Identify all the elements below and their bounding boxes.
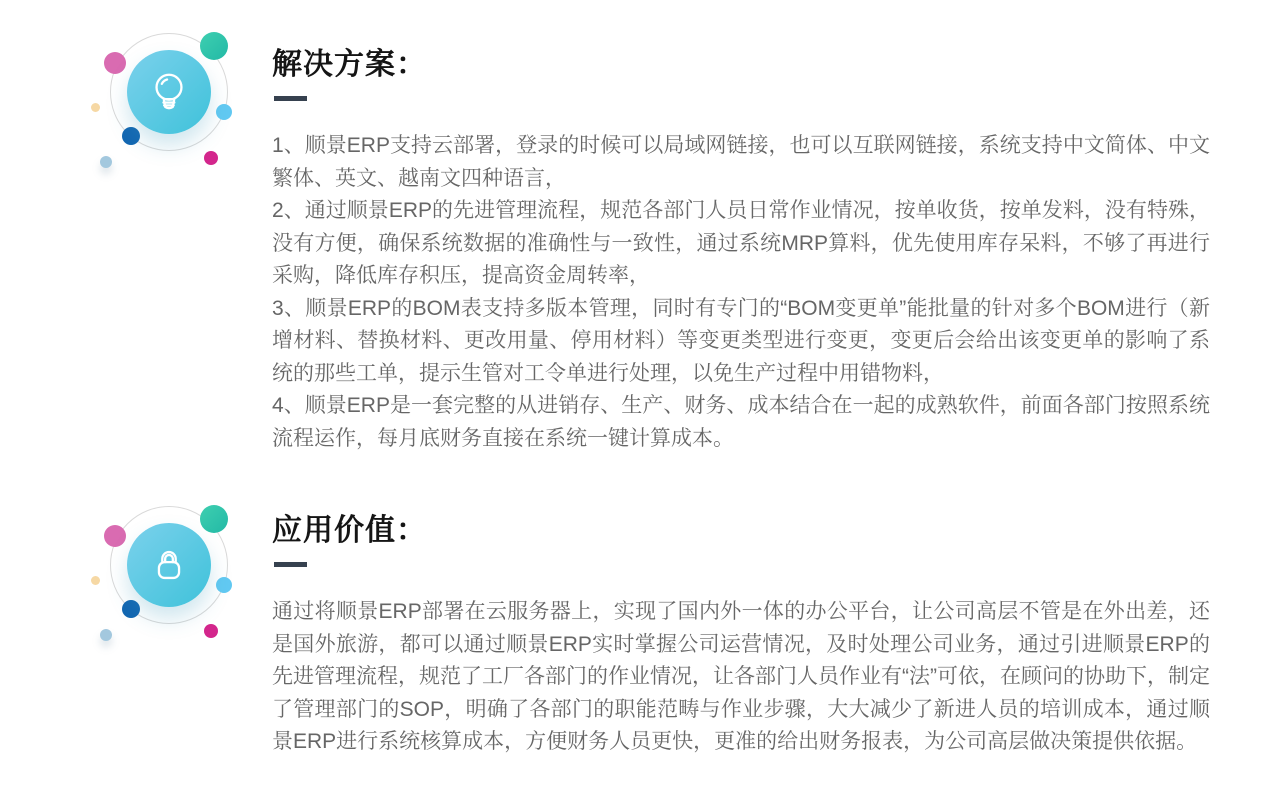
solution-content [272, 25, 1210, 455]
solution-item-1: 1、顺景ERP支持云部署，登录的时候可以局域网链接，也可以互联网链接，系统支持中文简体、中文繁体、英文、越南文四种语言， [272, 134, 1210, 190]
section-value [0, 491, 1264, 806]
lightbulb-icon [127, 50, 211, 134]
decor-dot-paleblue [100, 156, 112, 168]
decor-dot-lightblue [216, 104, 232, 120]
solution-item-4: 4、顺景ERP是一套完整的从进销存、生产、财务、成本结合在一起的成熟软件，前面各部门按照系统流程运作，每月底财务直接在系统一键计算成本。 [272, 394, 1210, 450]
decor-dot-magenta [204, 151, 218, 165]
decor-dot-lightblue [216, 577, 232, 593]
decor-dot-paleblue [100, 629, 112, 641]
section-solution [0, 25, 1264, 485]
heading-underline [274, 562, 307, 567]
value-heading: 应用价值： [272, 514, 427, 547]
decor-dot-teal [200, 32, 228, 60]
decor-dot-yellow [91, 103, 100, 112]
decor-dot-magenta [204, 624, 218, 638]
solution-item-2: 2、通过顺景ERP的先进管理流程，规范各部门人员日常作业情况，按单收货，按单发料，没有特殊，没有方便，确保系统数据的准确性与一致性，通过系统MRP算料，优先使用库存呆料，不够了再进行采购，降低库存积压，提高资金周转率， [272, 199, 1210, 287]
solution-item-3: 3、顺景ERP的BOM表支持多版本管理，同时有专门的“BOM变更单”能批量的针对多个BOM进行（新增材料、替换材料、更改用量、停用材料）等变更类型进行变更，变更后会给出该变更单的影响了系统的那些工单，提示生管对工令单进行处理，以免生产过程中用错物料， [272, 296, 1210, 385]
lock-icon-cluster [85, 503, 240, 673]
decor-dot-pink [104, 52, 126, 74]
solution-paragraphs [272, 130, 1210, 455]
decor-dot-teal [200, 505, 228, 533]
decor-dot-darkblue [122, 127, 140, 145]
decor-dot-darkblue [122, 600, 140, 618]
decor-dot-yellow [91, 576, 100, 585]
value-paragraph: 通过将顺景ERP部署在云服务器上，实现了国内外一体的办公平台，让公司高层不管是在外出差，还是国外旅游，都可以通过顺景ERP实时掌握公司运营情况，及时处理公司业务，通过引进顺景ERP的先进管理流程，规范了工厂各部门的作业情况，让各部门人员作业有“法”可依，在顾问的协助下，制定了管理部门的SOP，明确了各部门的职能范畴与作业步骤，大大减少了新进人员的培训成本，通过顺景ERP进行系统核算成本，方便财务人员更快，更准的给出财务报表，为公司高层做决策提供依据。 [272, 600, 1210, 753]
value-paragraphs [272, 596, 1210, 759]
value-content [272, 491, 1210, 759]
decor-dot-pink [104, 525, 126, 547]
solution-heading: 解决方案： [272, 48, 427, 81]
lock-icon [127, 523, 211, 607]
lightbulb-icon-cluster [85, 30, 240, 200]
heading-underline [274, 96, 307, 101]
